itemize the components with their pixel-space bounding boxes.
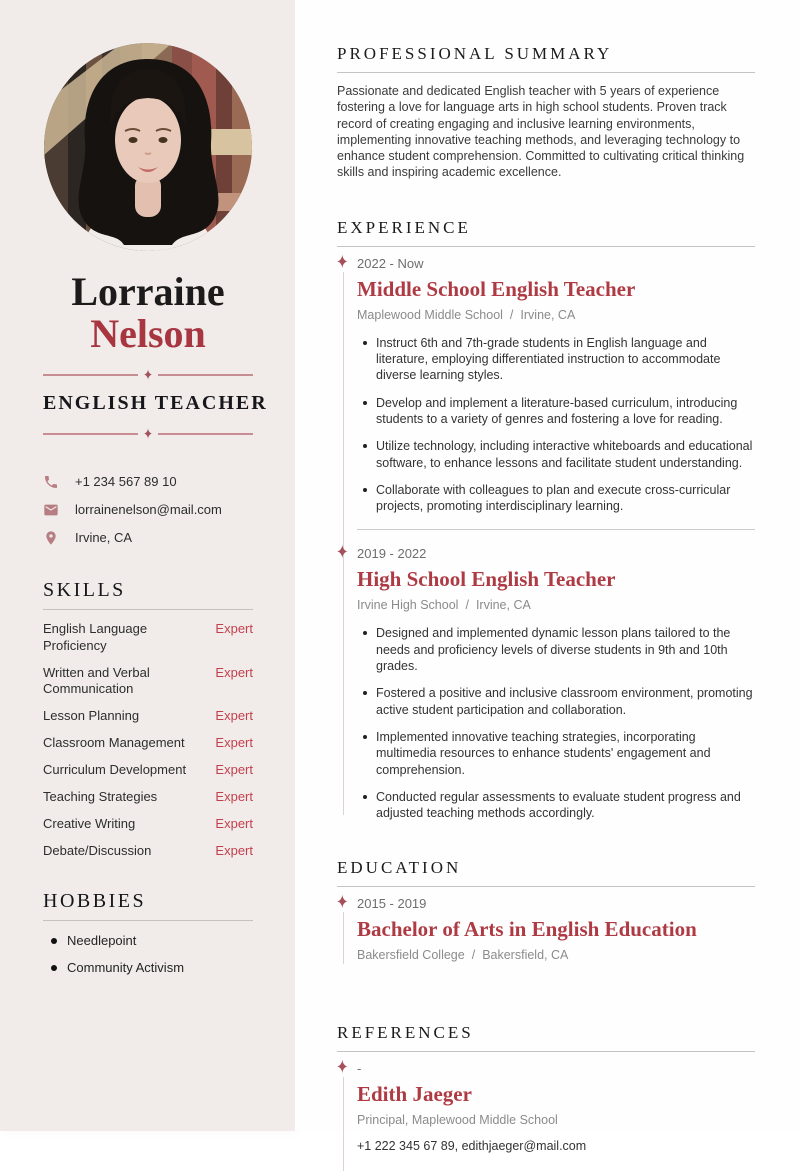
last-name: Nelson xyxy=(90,311,206,357)
skills-heading: SKILLS xyxy=(43,578,126,601)
hobbies-section xyxy=(43,890,253,975)
entry-divider xyxy=(357,529,755,530)
timeline-star-icon: ✦ xyxy=(336,1056,349,1079)
bullet-item: Designed and implemented dynamic lesson plans tailored to the needs and proficiency levels of diverse students in 9th and 10th grades. xyxy=(357,625,755,674)
skill-row xyxy=(43,762,253,779)
reference-name: Edith Jaeger xyxy=(357,1082,472,1107)
portrait-illustration xyxy=(44,43,252,251)
skill-name: Creative Writing xyxy=(43,815,136,831)
education-heading-rule xyxy=(337,886,755,887)
phone-icon xyxy=(43,474,59,490)
contact-row-location xyxy=(43,530,253,546)
summary-heading: PROFESSIONAL SUMMARY xyxy=(337,44,613,63)
skills-section xyxy=(43,579,253,860)
timeline-star-icon: ✦ xyxy=(336,541,349,565)
contact-row-email xyxy=(43,502,253,518)
entry-location: Bakersfield, CA xyxy=(482,948,569,963)
bullet-item: Instruct 6th and 7th-grade students in English language and literature, employing differentiated instruction to accommodate diverse learning styles. xyxy=(357,335,755,384)
skill-name: Teaching Strategies xyxy=(43,789,158,805)
hobby-list xyxy=(43,933,253,975)
experience-entries xyxy=(336,251,755,822)
entry-org: Maplewood Middle School xyxy=(357,307,503,322)
bullet-item: Utilize technology, including interactive whiteboards and educational software, to enhance lessons and facilitate student understanding. xyxy=(357,438,755,471)
candidate-name xyxy=(43,271,253,356)
hobby-item: Community Activism xyxy=(43,960,253,975)
skill-row xyxy=(43,789,253,806)
skill-level: Expert xyxy=(215,620,253,636)
skill-row xyxy=(43,621,253,655)
job-title: ENGLISH TEACHER xyxy=(43,391,268,414)
sparkle-icon: ✦ xyxy=(142,366,154,384)
summary-text: Passionate and dedicated English teacher with 5 years of experience fostering a love for language arts in high school students. Proven track record of creating engaging and inclusive learning environments, implementing innovative teaching methods, and leveraging technology to enhance student comprehension. Committed to cultivating critical thinking skills and inspiring academic excellence. xyxy=(337,84,745,180)
skill-level: Expert xyxy=(215,789,253,805)
hobbies-heading: HOBBIES xyxy=(43,889,147,912)
skill-row xyxy=(43,843,253,860)
skill-row xyxy=(43,665,253,699)
ornament-divider-top xyxy=(43,366,253,384)
entry-bullets xyxy=(357,625,755,821)
entry-meta: Bakersfield College / Bakersfield, CA xyxy=(357,948,569,963)
contact-block xyxy=(43,474,253,546)
hobbies-heading-rule xyxy=(43,920,253,921)
skills-heading-rule xyxy=(43,609,253,610)
timeline-star-icon: ✦ xyxy=(336,891,349,914)
entry-meta: Irvine High School / Irvine, CA xyxy=(357,598,531,613)
phone-number: +1 234 567 89 10 xyxy=(75,474,177,490)
references-heading-rule xyxy=(337,1051,755,1052)
skill-name: Curriculum Development xyxy=(43,762,187,778)
timeline-star-icon: ✦ xyxy=(336,251,349,274)
profile-photo xyxy=(44,43,252,251)
skill-level: Expert xyxy=(215,735,253,751)
entry-bullets xyxy=(357,335,755,515)
ornament-divider-bottom xyxy=(43,425,253,443)
skill-name: Debate/Discussion xyxy=(43,842,152,858)
experience-entry xyxy=(336,541,755,821)
skill-level: Expert xyxy=(215,815,253,831)
bullet-item: Implemented innovative teaching strategies, incorporating multimedia resources to enhance students' engagement and comprehension. xyxy=(357,729,755,778)
skills-list xyxy=(43,621,253,860)
skill-level: Expert xyxy=(215,762,253,778)
experience-heading-rule xyxy=(337,246,755,247)
reference-entries xyxy=(336,1056,755,1154)
reference-entry xyxy=(336,1056,755,1154)
bullet-item: Conducted regular assessments to evaluate student progress and adjusted teaching methods accordingly. xyxy=(357,789,755,822)
reference-contact: +1 222 345 67 89, edithjaeger@mail.com xyxy=(357,1139,587,1154)
experience-entry xyxy=(336,251,755,515)
experience-section xyxy=(337,218,755,822)
email-address: lorrainenelson@mail.com xyxy=(75,502,222,518)
experience-heading: EXPERIENCE xyxy=(337,217,471,237)
skill-level: Expert xyxy=(215,708,253,724)
sidebar xyxy=(0,0,295,1131)
bullet-item: Fostered a positive and inclusive classroom environment, promoting active student participation and collaboration. xyxy=(357,685,755,718)
entry-title: High School English Teacher xyxy=(357,567,616,592)
entry-period: 2015 - 2019 xyxy=(357,896,427,912)
education-entry xyxy=(336,891,755,976)
skill-name: Lesson Planning xyxy=(43,708,140,724)
entry-meta: Maplewood Middle School / Irvine, CA xyxy=(357,307,576,322)
summary-section xyxy=(337,44,755,181)
bullet-item: Collaborate with colleagues to plan and execute cross-curricular projects, promoting interdisciplinary learning. xyxy=(357,482,755,515)
entry-org: Irvine High School xyxy=(357,598,459,613)
hobby-item: Needlepoint xyxy=(43,933,253,948)
contact-row-phone xyxy=(43,474,253,490)
email-icon xyxy=(43,502,59,518)
entry-location: Irvine, CA xyxy=(475,598,531,613)
entry-period: 2022 - Now xyxy=(357,255,424,271)
reference-role: Principal, Maplewood Middle School xyxy=(357,1113,558,1128)
skill-name: Written and Verbal Communication xyxy=(43,664,150,697)
skill-level: Expert xyxy=(215,664,253,680)
entry-title: Middle School English Teacher xyxy=(357,276,636,301)
entry-location: Irvine, CA xyxy=(520,307,576,322)
location-text: Irvine, CA xyxy=(75,530,133,546)
education-heading: EDUCATION xyxy=(337,858,462,878)
entry-period: - xyxy=(357,1061,362,1077)
education-entries xyxy=(336,891,755,976)
entry-title: Bachelor of Arts in English Education xyxy=(357,917,697,942)
references-section xyxy=(337,1023,755,1153)
skill-row xyxy=(43,735,253,752)
skill-row xyxy=(43,708,253,725)
entry-org: Bakersfield College xyxy=(357,948,465,963)
sparkle-icon: ✦ xyxy=(142,425,154,443)
first-name: Lorraine xyxy=(71,269,225,314)
skill-level: Expert xyxy=(215,842,253,858)
entry-period: 2019 - 2022 xyxy=(357,546,427,562)
summary-heading-rule xyxy=(337,72,755,73)
skill-name: English Language Proficiency xyxy=(43,620,148,653)
bullet-item: Develop and implement a literature-based curriculum, introducing students to a variety of genres and fostering a love for reading. xyxy=(357,395,755,428)
skill-row xyxy=(43,816,253,833)
main-content xyxy=(295,0,800,1154)
education-section xyxy=(337,858,755,976)
location-icon xyxy=(43,530,59,546)
skill-name: Classroom Management xyxy=(43,735,185,751)
references-heading: REFERENCES xyxy=(337,1023,474,1043)
